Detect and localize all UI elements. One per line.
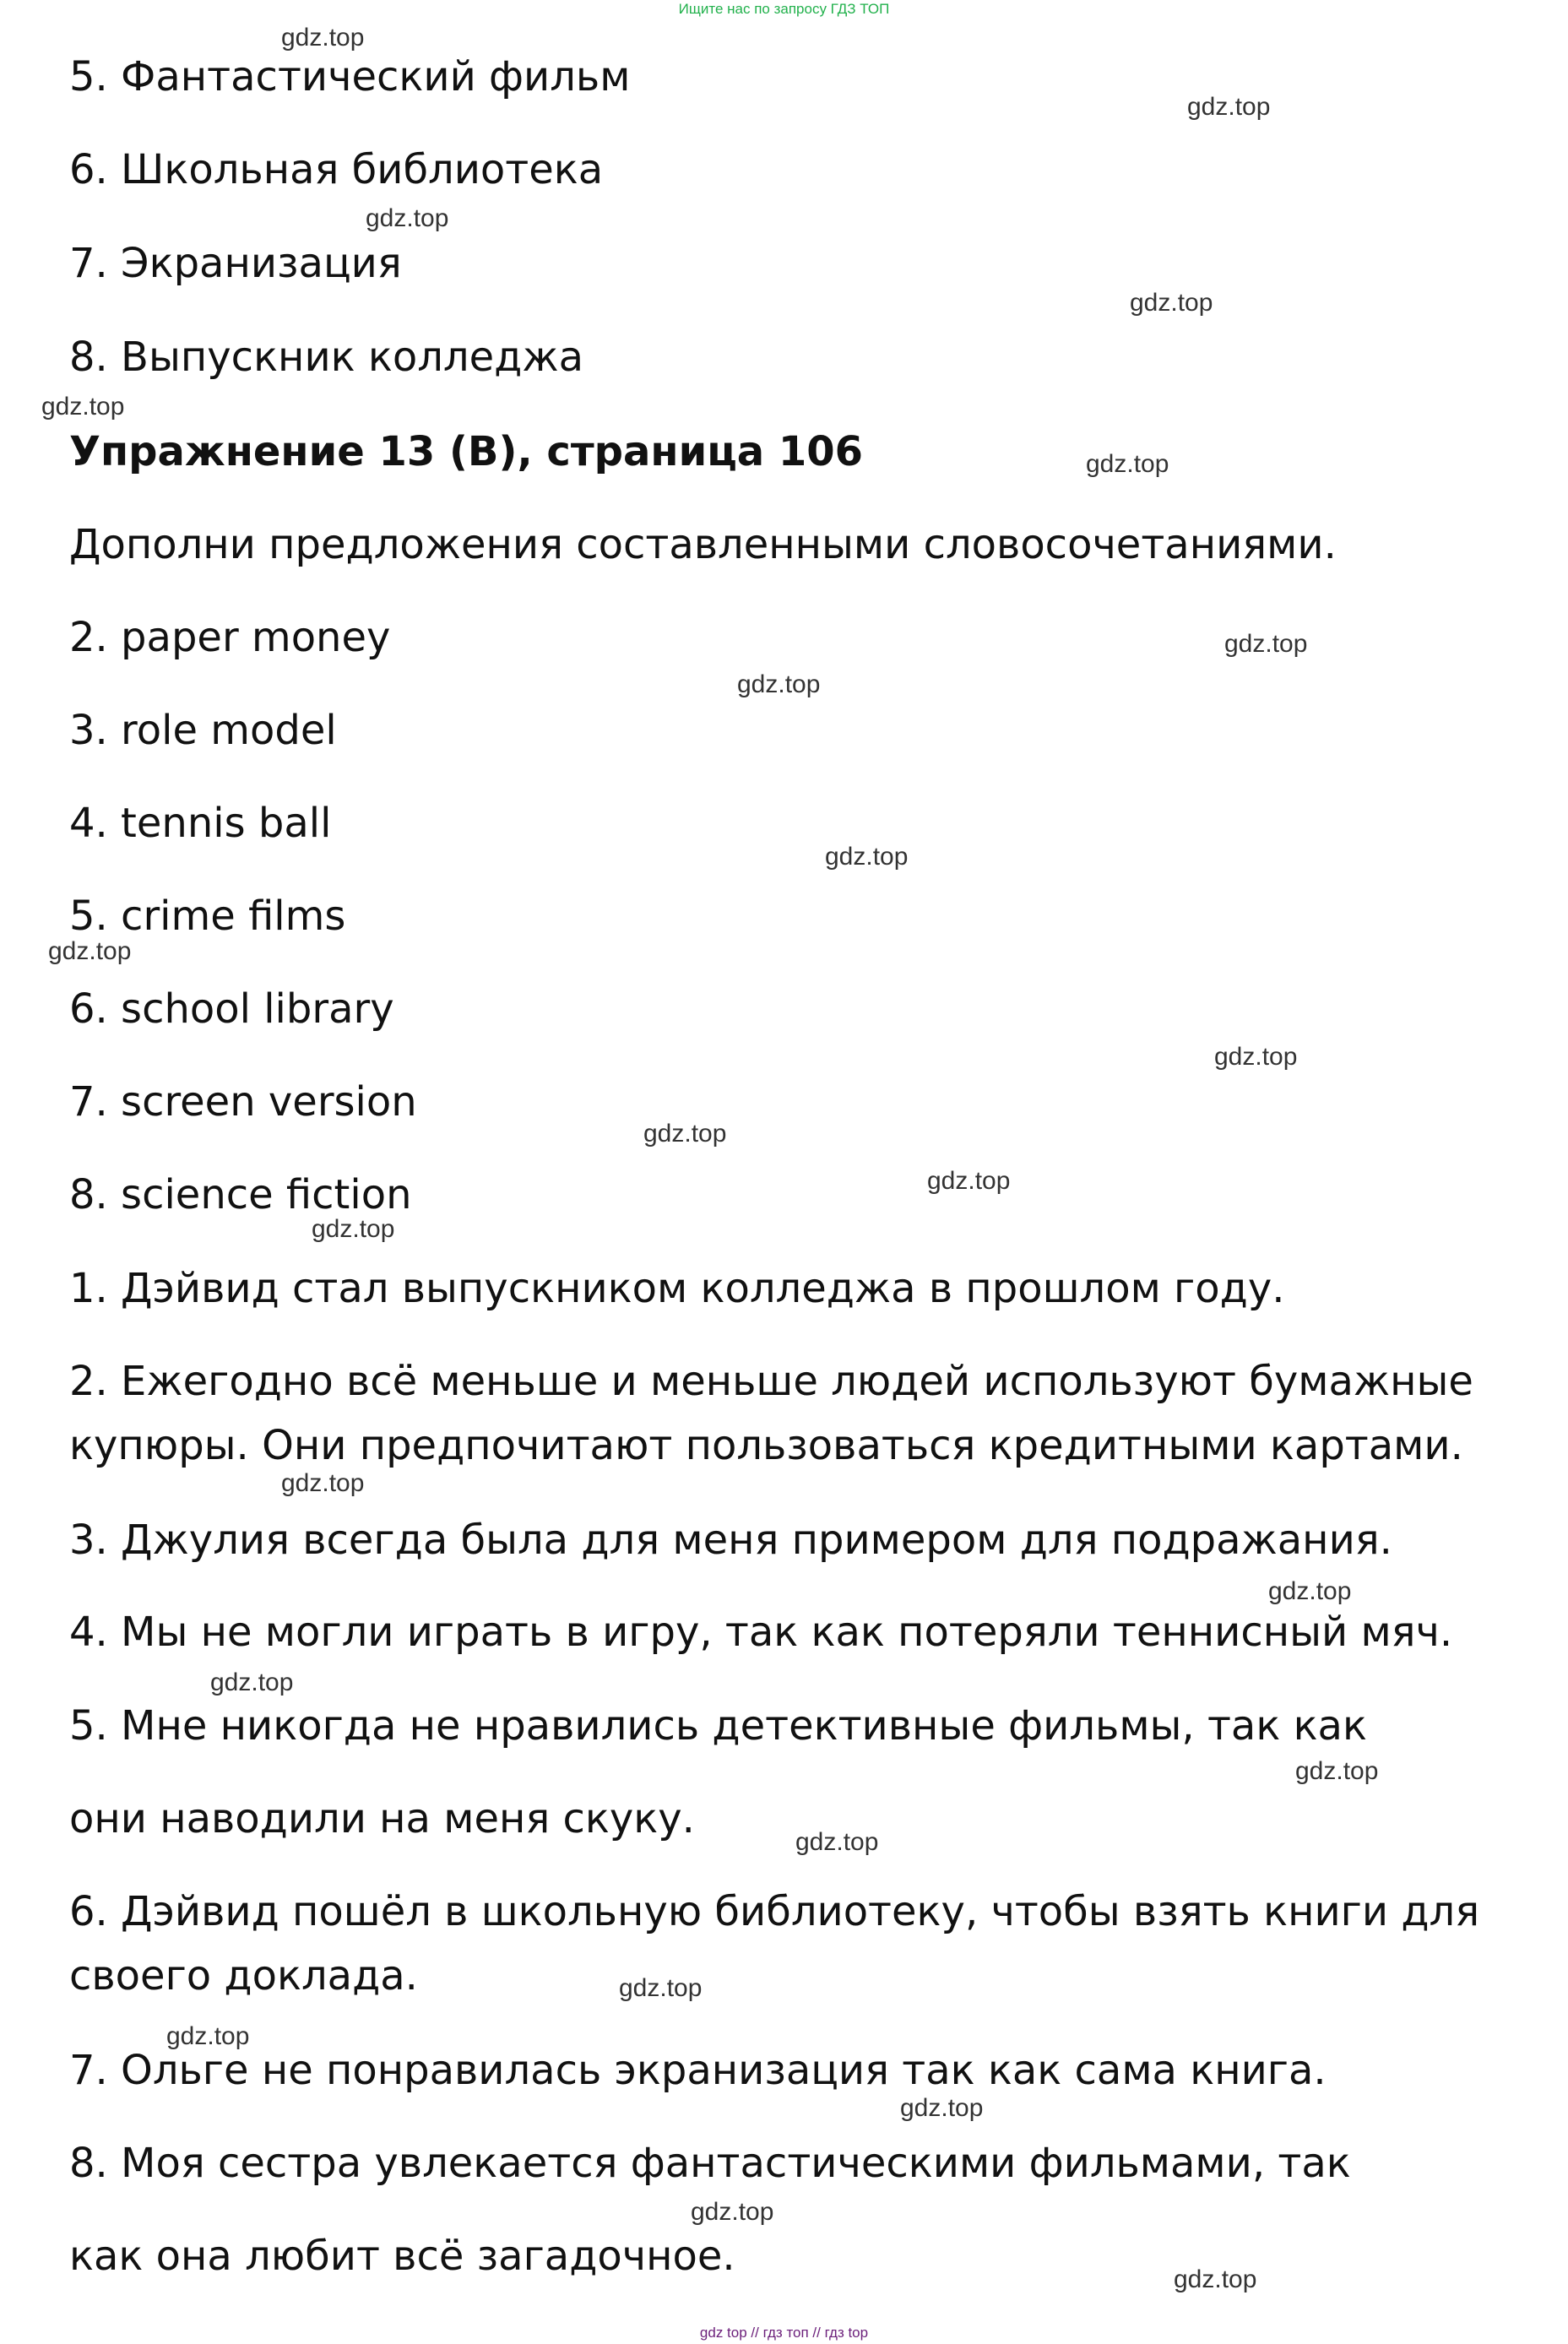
- watermark: gdz.top: [366, 204, 449, 232]
- sentence-2-line-1: 2. Ежегодно всё меньше и меньше людей используют бумажные: [69, 1358, 1473, 1405]
- watermark: gdz.top: [825, 843, 909, 871]
- bottom-banner: gdz top // гдз топ // гдз top: [699, 2325, 869, 2341]
- sentence-5-line-2: они наводили на меня скуку.: [69, 1795, 695, 1842]
- watermark: gdz.top: [48, 937, 132, 965]
- watermark: gdz.top: [691, 2198, 774, 2226]
- text-line-4: 8. Выпускник колледжа: [69, 334, 583, 381]
- text-line-2: 6. Школьная библиотека: [69, 146, 604, 193]
- text-line-3: 7. Экранизация: [69, 240, 402, 287]
- watermark: gdz.top: [1086, 450, 1169, 478]
- sentence-2-line-2: купюры. Они предпочитают пользоваться кредитными картами.: [69, 1422, 1463, 1469]
- exercise-heading: Упражнение 13 (B), страница 106: [69, 428, 864, 475]
- watermark: gdz.top: [210, 1668, 294, 1696]
- sentence-3: 3. Джулия всегда была для меня примером для подражания.: [69, 1517, 1392, 1564]
- answer-line-7: 7. screen version: [69, 1078, 417, 1126]
- answer-line-6: 6. school library: [69, 985, 394, 1033]
- answer-line-8: 8. science fiction: [69, 1171, 412, 1218]
- watermark: gdz.top: [1130, 289, 1213, 317]
- watermark: gdz.top: [1174, 2265, 1257, 2293]
- answer-line-4: 4. tennis ball: [69, 800, 332, 847]
- watermark: gdz.top: [41, 393, 125, 421]
- sentence-6-line-1: 6. Дэйвид пошёл в школьную библиотеку, чтобы взять книги для: [69, 1888, 1480, 1935]
- watermark: gdz.top: [281, 24, 365, 52]
- sentence-6-line-2: своего доклада.: [69, 1952, 418, 1999]
- watermark: gdz.top: [737, 670, 821, 698]
- watermark: gdz.top: [281, 1469, 365, 1497]
- watermark: gdz.top: [1224, 630, 1308, 658]
- watermark: gdz.top: [1214, 1043, 1298, 1071]
- answer-line-3: 3. role model: [69, 707, 337, 754]
- sentence-7: 7. Ольге не понравилась экранизация так как сама книга.: [69, 2047, 1327, 2094]
- watermark: gdz.top: [619, 1974, 703, 2002]
- watermark: gdz.top: [166, 2022, 250, 2050]
- instruction-text: Дополни предложения составленными словосочетаниями.: [69, 521, 1337, 568]
- answer-line-5: 5. crime films: [69, 893, 346, 940]
- text-line-1: 5. Фантастический фильм: [69, 53, 631, 100]
- watermark: gdz.top: [900, 2094, 984, 2122]
- watermark: gdz.top: [1295, 1757, 1379, 1785]
- watermark: gdz.top: [795, 1828, 879, 1856]
- top-banner: Ищите нас по запросу ГДЗ ТОП: [678, 1, 890, 17]
- watermark: gdz.top: [312, 1215, 395, 1243]
- watermark: gdz.top: [927, 1167, 1011, 1195]
- answer-line-2: 2. paper money: [69, 614, 391, 661]
- watermark: gdz.top: [1187, 93, 1271, 121]
- sentence-5-line-1: 5. Мне никогда не нравились детективные фильмы, так как: [69, 1702, 1367, 1750]
- watermark: gdz.top: [1268, 1577, 1352, 1605]
- sentence-4: 4. Мы не могли играть в игру, так как потеряли теннисный мяч.: [69, 1609, 1453, 1656]
- sentence-8-line-1: 8. Моя сестра увлекается фантастическими фильмами, так: [69, 2140, 1351, 2187]
- watermark: gdz.top: [643, 1120, 727, 1148]
- sentence-1: 1. Дэйвид стал выпускником колледжа в прошлом году.: [69, 1265, 1285, 1312]
- sentence-8-line-2: как она любит всё загадочное.: [69, 2233, 735, 2280]
